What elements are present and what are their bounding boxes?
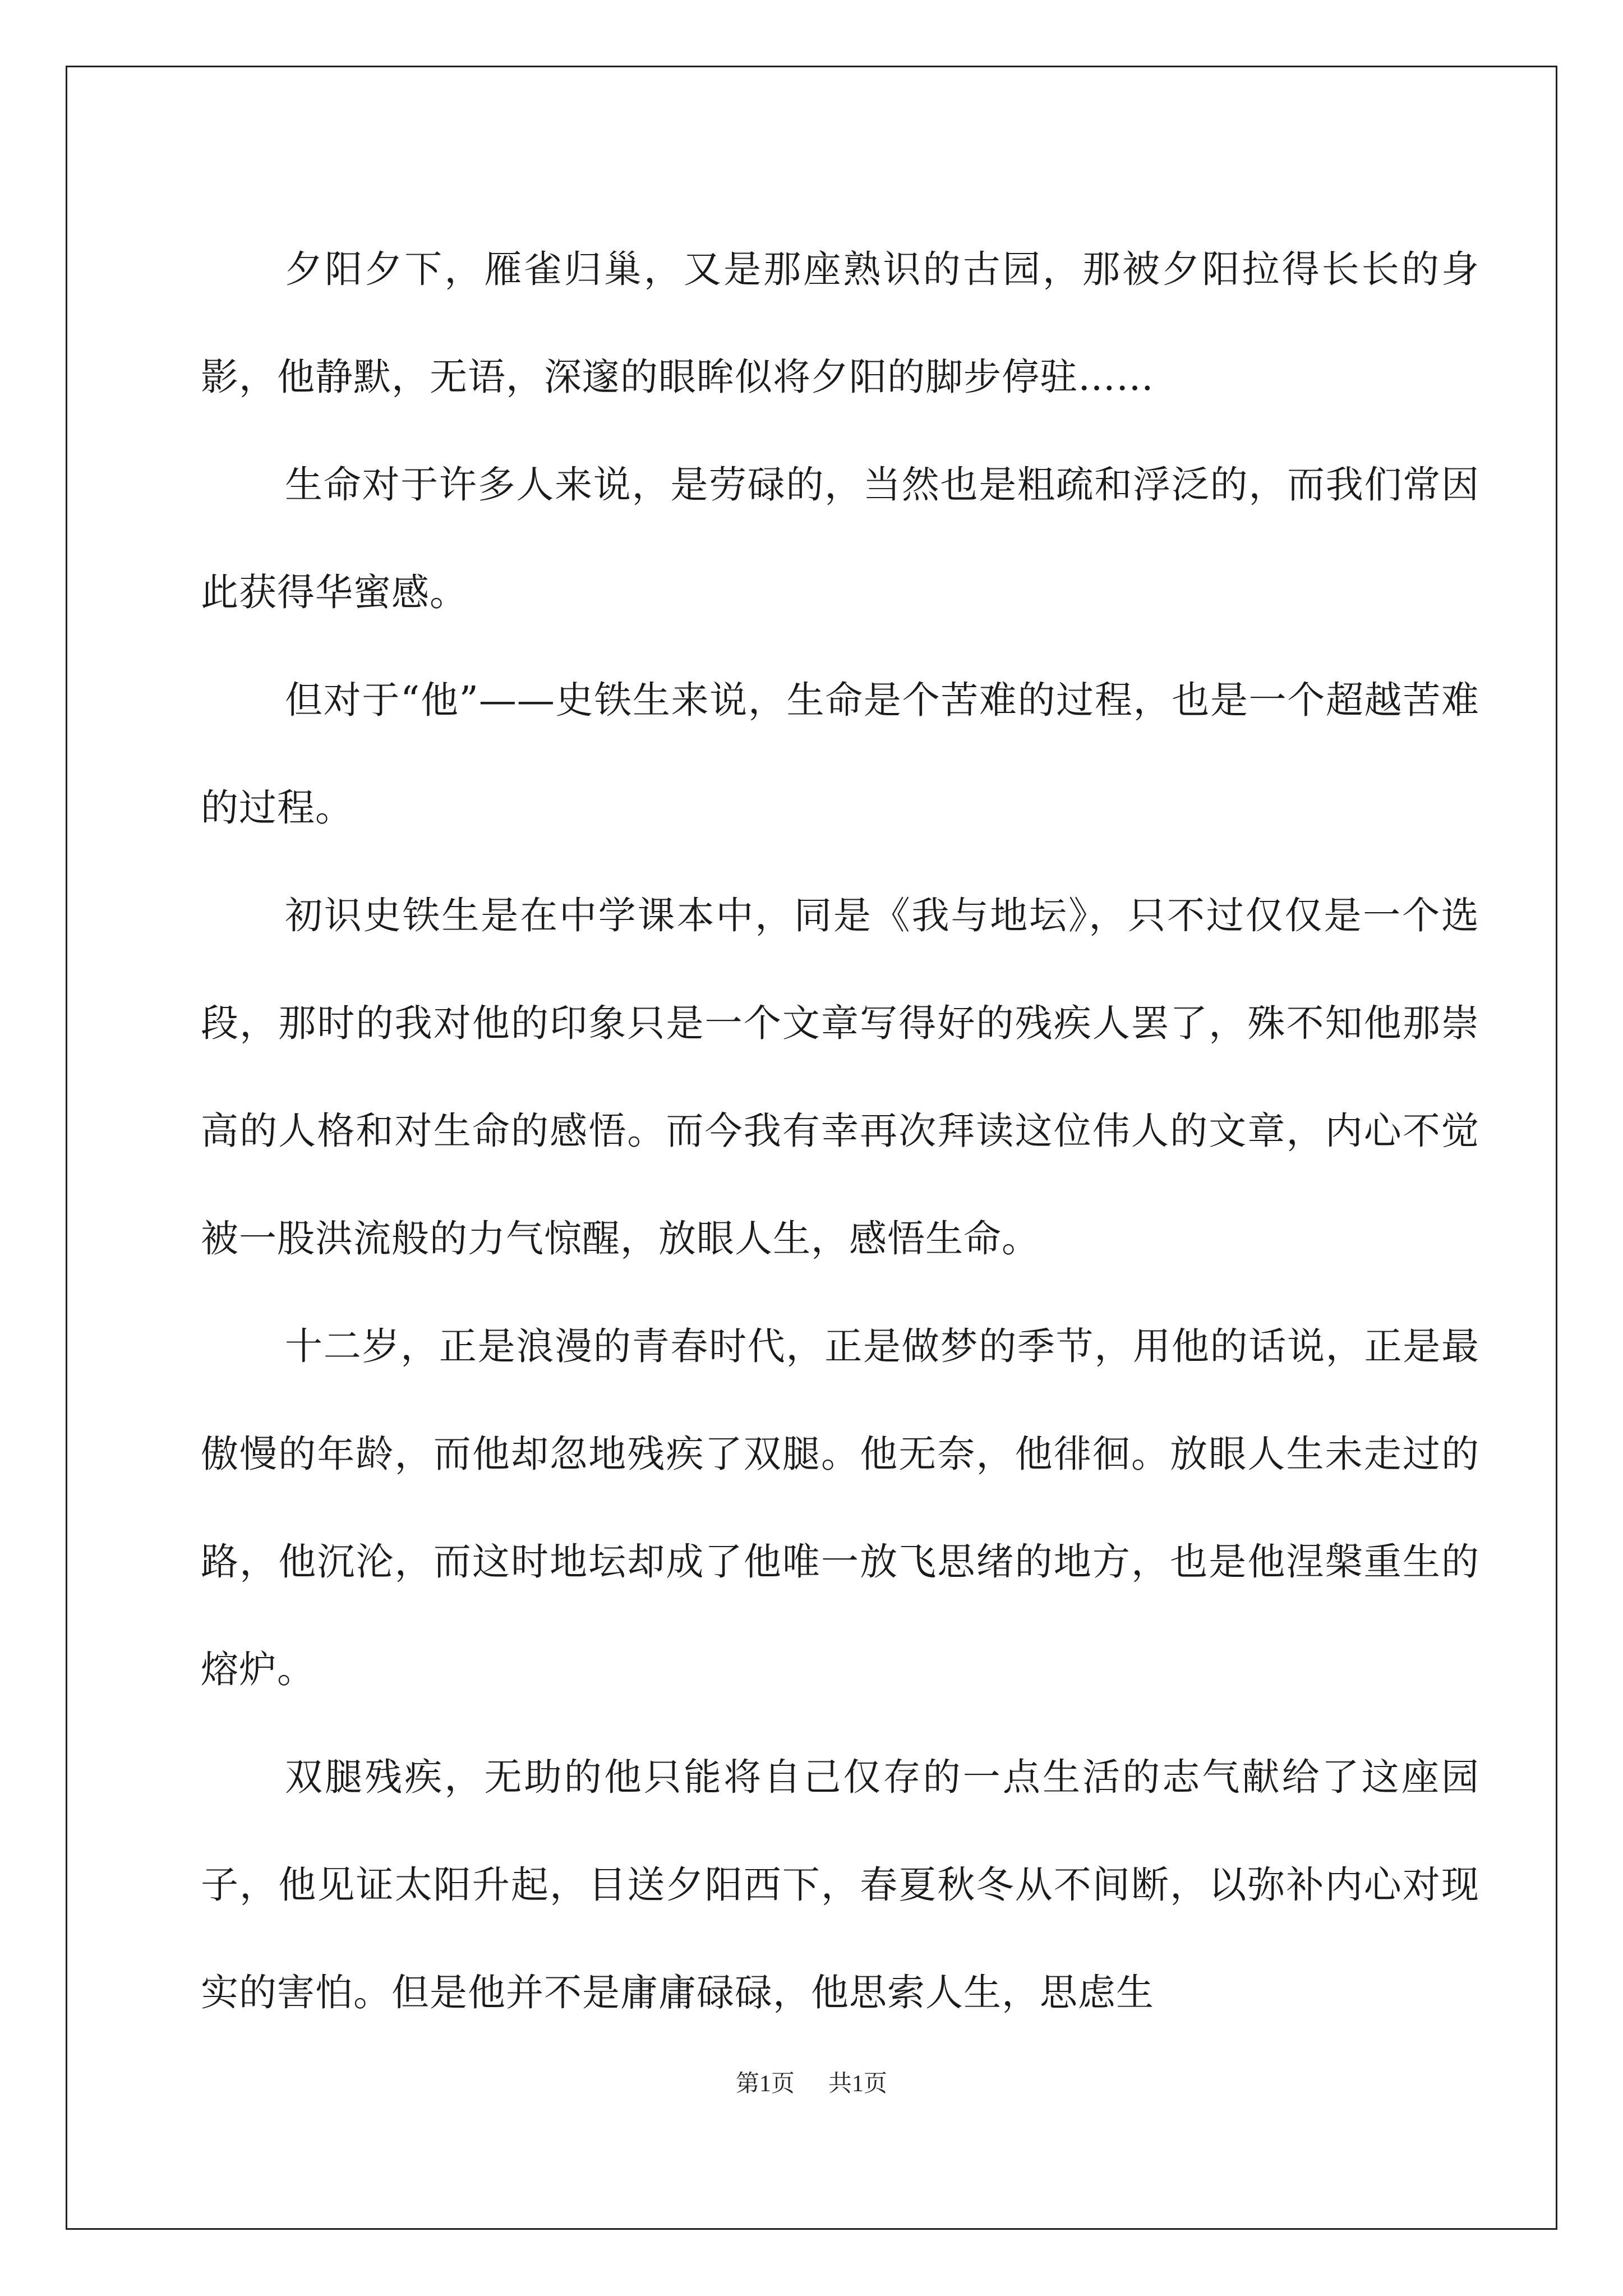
page-number: 第1页 [735, 2071, 795, 2097]
document-body [201, 215, 1479, 2046]
paragraph: 初识史铁生是在中学课本中，同是《我与地坛》，只不过仅仅是一个选段，那时的我对他的印象只是一个文章写得好的残疾人罢了，殊不知他那崇高的人格和对生命的感悟。而今我有幸再次拜读这位伟人的文章，内心不觉被一股洪流般的力气惊醒，放眼人生，感悟生命。 [201, 894, 1479, 1260]
paragraph: 生命对于许多人来说，是劳碌的，当然也是粗疏和浮泛的，而我们常因此获得华蜜感。 [201, 463, 1479, 614]
page-total: 共1页 [828, 2071, 888, 2097]
page-footer [0, 2067, 1623, 2101]
paragraph: 双腿残疾，无助的他只能将自己仅存的一点生活的志气献给了这座园子，他见证太阳升起，目送夕阳西下，春夏秋冬从不间断，以弥补内心对现实的害怕。但是他并不是庸庸碌碌，他思索人生，思虑生 [201, 1755, 1479, 2014]
paragraph: 但对于“他”——史铁生来说，生命是个苦难的过程，也是一个超越苦难的过程。 [201, 678, 1479, 830]
paragraph: 十二岁，正是浪漫的青春时代，正是做梦的季节，用他的话说，正是最傲慢的年龄，而他却忽地残疾了双腿。他无奈，他徘徊。放眼人生未走过的路，他沉沦，而这时地坛却成了他唯一放飞思绪的地方，也是他涅槃重生的熔炉。 [201, 1324, 1479, 1691]
paragraph: 夕阳夕下，雁雀归巢，又是那座熟识的古园，那被夕阳拉得长长的身影，他静默，无语，深邃的眼眸似将夕阳的脚步停驻…… [201, 247, 1479, 399]
